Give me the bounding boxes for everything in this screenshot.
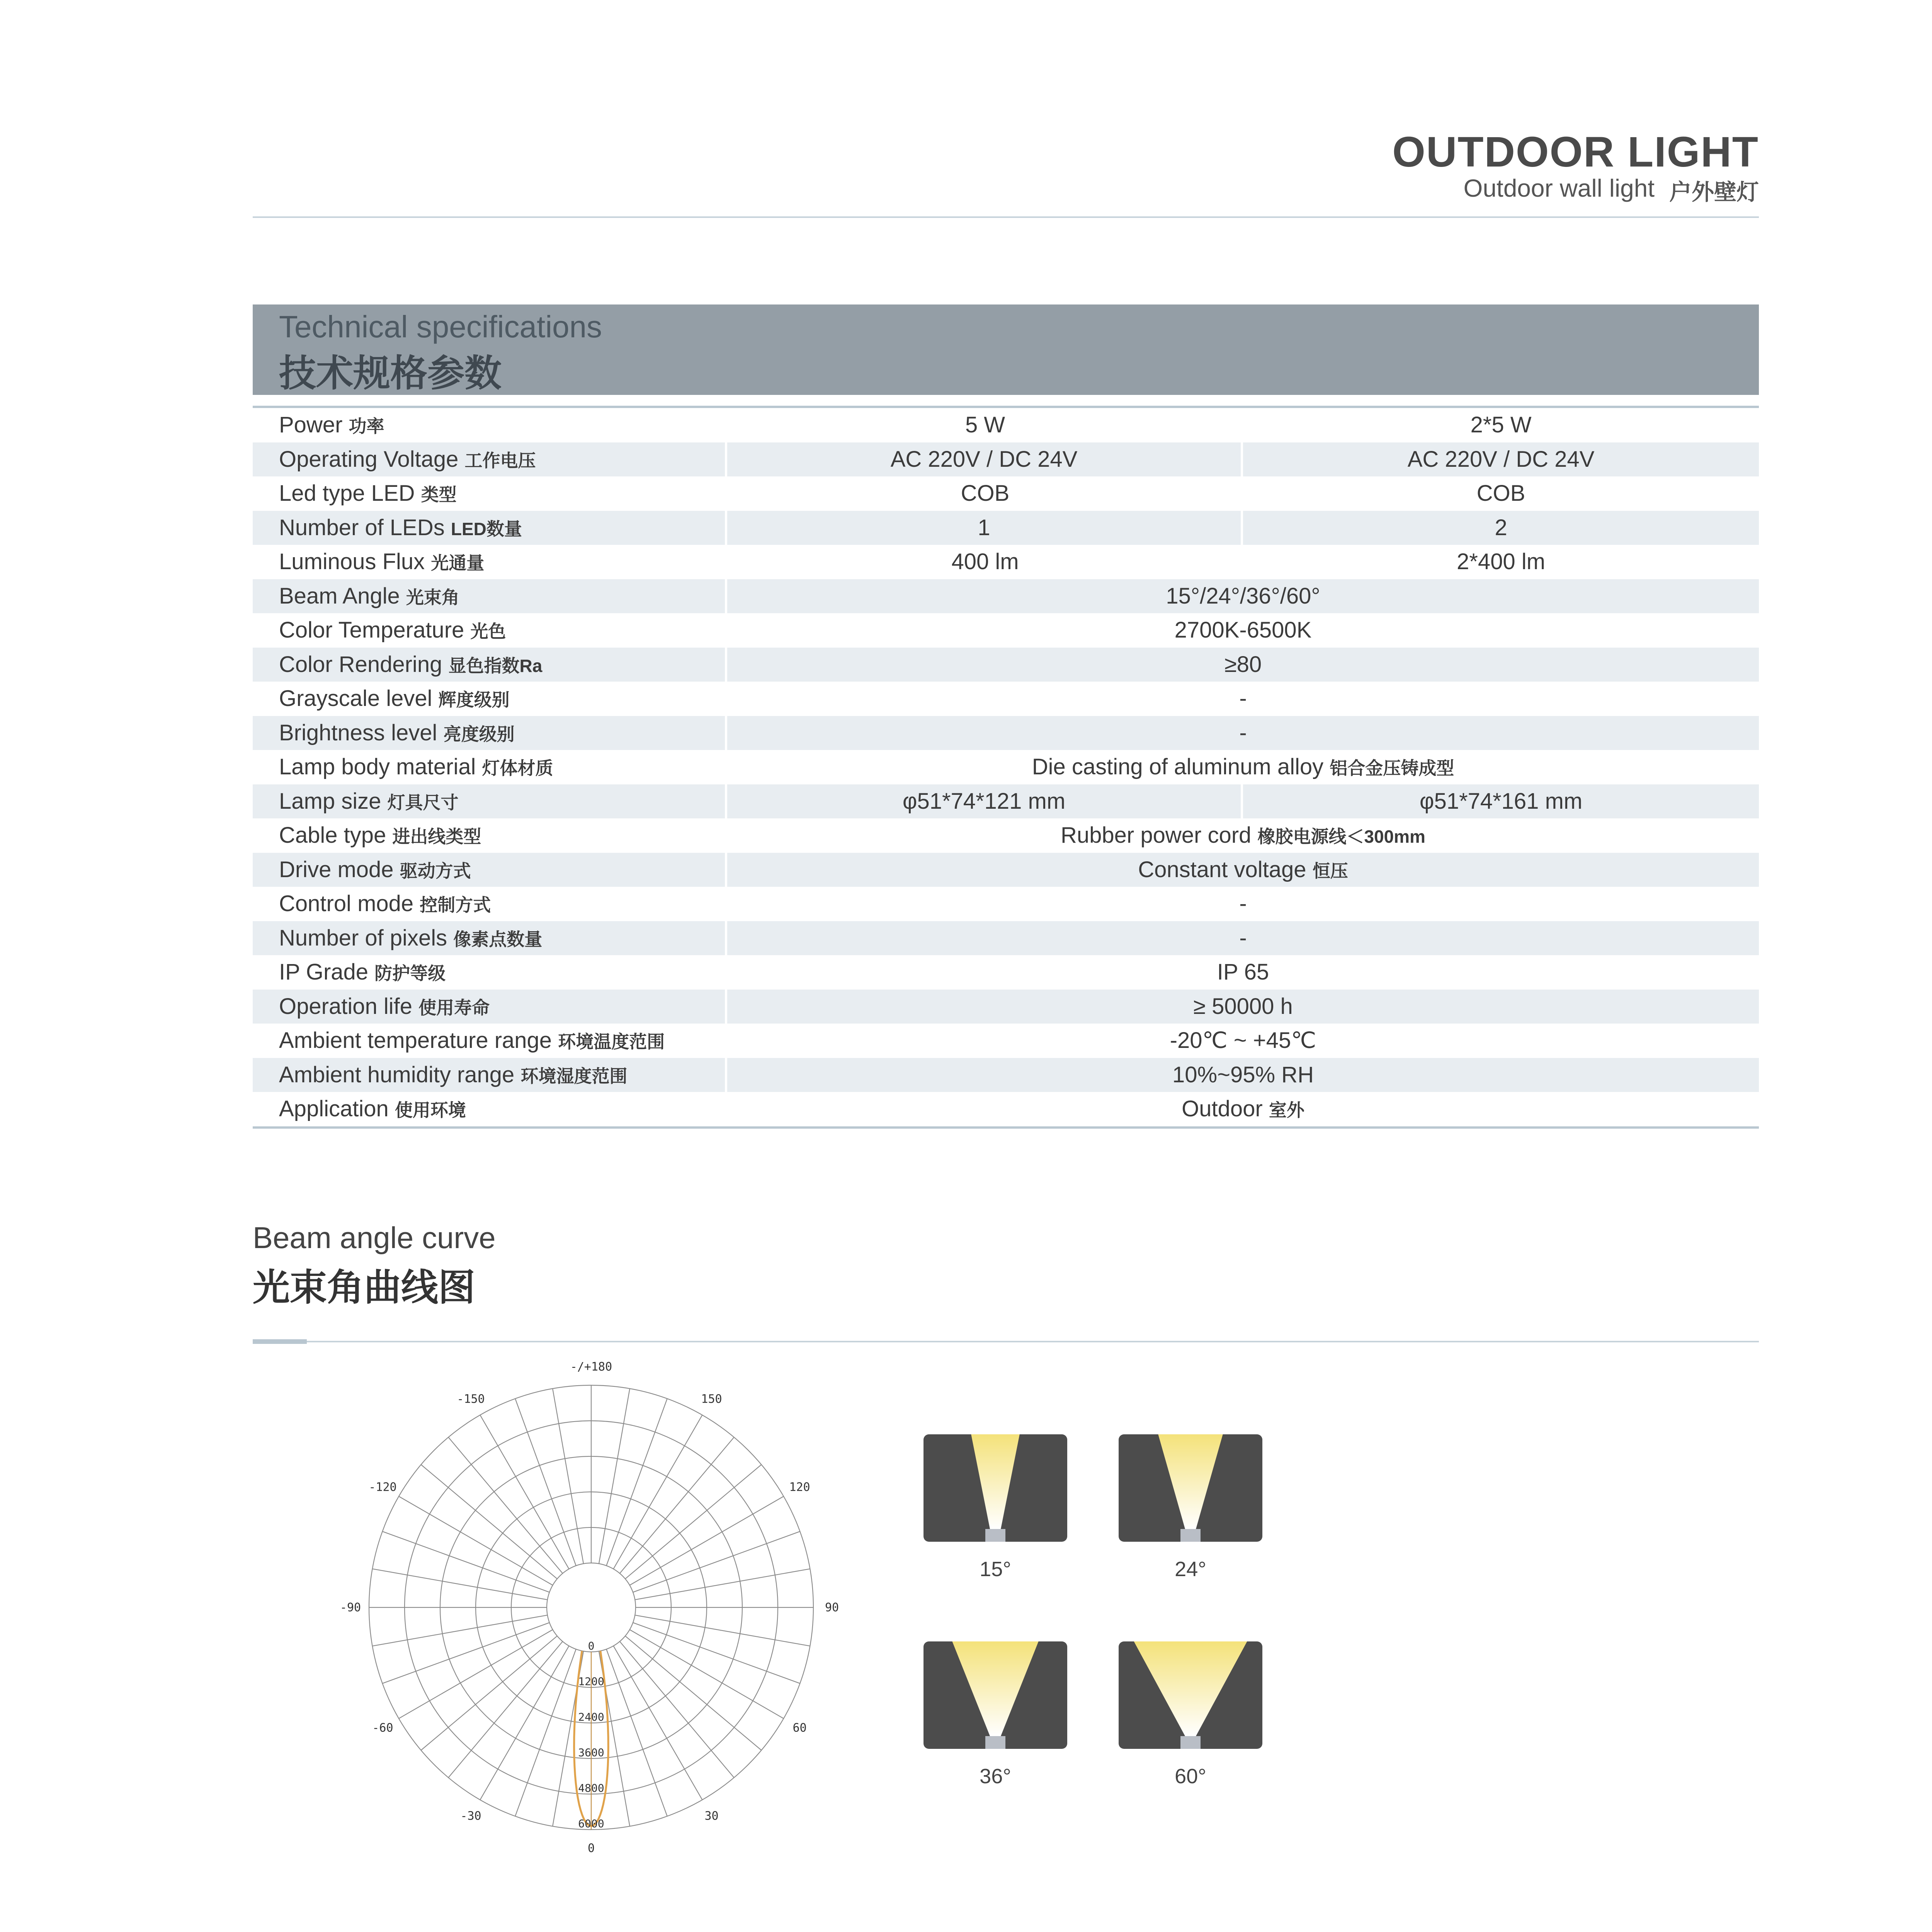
polar-spoke [515,1649,576,1816]
beam-section-divider [253,1341,1759,1342]
spec-label-zh: 亮度级别 [443,724,515,744]
spec-value-v2: AC 220V / DC 24V [1407,446,1595,472]
spec-value [727,716,1759,750]
polar-radial-label: 2400 [578,1711,604,1723]
spec-value-en: 15°/24°/36°/60° [1166,583,1320,609]
spec-label-en: Power [279,412,343,437]
polar-spoke [606,1399,667,1566]
polar-ring [547,1563,636,1652]
spec-label-en: Control mode [279,891,414,916]
spec-title-en: Technical specifications [279,310,602,344]
spec-value-en: Constant voltage [1138,857,1306,882]
spec-label-zh: 环境湿度范围 [520,1066,628,1086]
spec-value-en: ≥80 [1224,651,1262,677]
spec-label [253,990,727,1024]
spec-value [727,750,1759,784]
spec-value-en: Die casting of aluminum alloy [1032,754,1324,779]
spec-value-v2: 2*5 W [1470,412,1532,437]
spec-label-zh: 使用寿命 [418,997,490,1018]
polar-spoke [620,1437,734,1573]
spec-label-zh: 进出线类型 [392,827,481,847]
header-divider [253,216,1759,218]
spec-value [727,579,1759,614]
polar-angle-label: 60 [793,1721,807,1735]
spec-row [253,1058,1759,1092]
spec-label [253,511,727,545]
spec-label [253,648,727,682]
spec-value-en: Outdoor [1182,1096,1263,1121]
polar-spoke [633,1531,800,1592]
polar-spoke [625,1636,761,1750]
spec-row [253,442,1759,477]
polar-angle-label: -90 [340,1601,361,1614]
spec-row [253,716,1759,750]
polar-spoke [421,1464,557,1579]
spec-value-v1: COB [961,481,1010,506]
spec-value-zh: 恒压 [1312,861,1348,881]
polar-spoke [625,1464,761,1579]
spec-row [253,476,1759,511]
spec-label [253,682,727,716]
spec-label [253,921,727,956]
spec-label-en: Number of pixels [279,925,447,951]
spec-value-en: ≥ 50000 h [1193,993,1293,1019]
polar-spoke [553,1389,583,1564]
spec-label-zh: 环境温度范围 [558,1032,665,1052]
polar-radial-label: 0 [588,1639,595,1652]
spec-value [727,682,1759,716]
spec-value [727,613,1759,648]
spec-label-en: Led type LED [279,481,415,506]
spec-label-en: Ambient temperature range [279,1028,552,1053]
spec-value-v2: 2*400 lm [1457,549,1545,574]
beam-illustration [923,1641,1067,1749]
spec-value-en: Rubber power cord [1061,823,1252,848]
spec-label-en: Operating Voltage [279,446,459,472]
page-subtitle-en: Outdoor wall light [1463,174,1655,202]
spec-row [253,1024,1759,1058]
polar-angle-label: 120 [789,1480,810,1494]
polar-beam-chart [325,1360,858,1893]
beam-illustration [1119,1641,1262,1749]
beam-illustration [1119,1434,1262,1542]
spec-label [253,750,727,784]
polar-spoke [421,1636,557,1750]
spec-label [253,784,727,819]
spec-label [253,545,727,579]
spec-label-zh: 灯体材质 [482,758,553,778]
polar-spoke [372,1569,548,1600]
spec-row [253,613,1759,648]
polar-spoke [599,1389,630,1564]
polar-spoke [383,1531,549,1592]
polar-spoke [448,1437,563,1573]
polar-spoke [635,1569,810,1600]
spec-label-en: Grayscale level [279,686,432,711]
spec-label-en: Drive mode [279,857,394,882]
spec-row [253,750,1759,784]
beam-section-accent [253,1339,307,1344]
spec-row [253,955,1759,990]
spec-value [727,1058,1759,1092]
spec-value [727,853,1759,887]
spec-label [253,579,727,614]
spec-value-v1: 1 [727,511,1243,545]
spec-title-zh: 技术规格参数 [279,353,502,394]
spec-value-v1: φ51*74*121 mm [727,784,1243,819]
beam-title-en: Beam angle curve [253,1221,496,1255]
spec-label-en: Ambient humidity range [279,1062,515,1087]
spec-row [253,682,1759,716]
spec-label-en: Luminous Flux [279,549,425,574]
beam-illustration [923,1434,1067,1542]
spec-value-en: - [1239,720,1247,745]
spec-label-zh: 像素点数量 [453,929,543,949]
spec-value-zh: 铝合金压铸成型 [1330,758,1454,778]
spec-value-v1: 5 W [965,412,1005,437]
spec-label-zh: 工作电压 [464,450,536,471]
spec-label-zh: 控制方式 [420,895,491,915]
spec-value-v2: COB [1476,481,1526,506]
page-subtitle-zh: 户外壁灯 [1669,180,1759,205]
spec-value-en: - [1239,891,1247,916]
spec-value-zh: 橡胶电源线＜300mm [1257,827,1425,847]
polar-spoke [606,1649,667,1816]
polar-spoke [620,1641,734,1777]
spec-label [253,613,727,648]
spec-label-zh: 防护等级 [374,963,446,983]
spec-value [727,1024,1759,1058]
spec-label [253,476,727,511]
spec-row [253,887,1759,921]
page-title: OUTDOOR LIGHT [1392,128,1759,176]
spec-value-en: - [1239,686,1247,711]
spec-row [253,1092,1759,1126]
spec-value-v2: φ51*74*161 mm [1419,788,1583,814]
spec-row [253,784,1759,819]
spec-row [253,921,1759,956]
polar-spoke [515,1399,576,1566]
spec-row [253,408,1759,442]
spec-value-en: - [1239,925,1247,951]
polar-angle-label: 150 [701,1392,722,1406]
polar-angle-label: -60 [372,1721,393,1735]
spec-value [727,990,1759,1024]
spec-label-en: Color Temperature [279,617,464,643]
spec-label-zh: LED数量 [451,519,522,539]
spec-value-en: IP 65 [1217,959,1269,985]
spec-value-v1: 400 lm [951,549,1019,574]
spec-label-zh: 显色指数Ra [448,655,543,676]
spec-label-zh: 使用环境 [395,1100,466,1120]
spec-label-en: Beam Angle [279,583,400,609]
spec-label-en: IP Grade [279,959,369,985]
spec-label-en: Lamp body material [279,754,476,779]
polar-radial-label: 4800 [578,1782,604,1794]
polar-radial-label: 1200 [578,1675,604,1688]
spec-label-zh: 类型 [421,485,457,505]
spec-label-en: Cable type [279,823,386,848]
spec-label [253,955,727,990]
beam-option-4 [1119,1641,1262,1749]
spec-label [253,818,727,853]
spec-label-en: Operation life [279,993,412,1019]
spec-label-zh: 灯具尺寸 [387,792,459,813]
spec-label [253,887,727,921]
polar-radial-label: 6000 [578,1817,604,1830]
spec-row [253,818,1759,853]
spec-label-zh: 光色 [470,621,506,641]
spec-value [727,921,1759,956]
beam-option-3 [923,1641,1067,1749]
spec-label [253,442,727,477]
polar-spoke [448,1641,563,1777]
polar-angle-label: 0 [587,1842,595,1855]
spec-label-zh: 光束角 [406,587,459,607]
spec-label-en: Application [279,1096,389,1121]
beam-option-1 [923,1434,1067,1542]
polar-angle-label: 90 [825,1601,839,1614]
spec-row [253,511,1759,545]
beam-title-zh: 光束角曲线图 [253,1267,475,1308]
polar-angle-label: 30 [704,1809,719,1823]
spec-value-zh: 室外 [1269,1100,1304,1120]
spec-value-en: -20℃ ~ +45℃ [1170,1028,1316,1053]
polar-spoke [635,1615,810,1646]
spec-value-en: 10%~95% RH [1172,1062,1314,1087]
spec-value-v2: 2 [1495,515,1507,540]
spec-label [253,1058,727,1092]
polar-radial-label: 3600 [578,1746,604,1759]
polar-spoke [372,1615,548,1646]
spec-label-en: Lamp size [279,788,381,814]
spec-label-zh: 功率 [349,416,384,436]
polar-spoke [633,1622,800,1683]
spec-value [727,955,1759,990]
polar-angle-label: -30 [460,1809,481,1823]
polar-angle-label: -150 [457,1392,485,1406]
spec-value-en: 2700K-6500K [1174,617,1312,643]
spec-row [253,648,1759,682]
spec-row [253,853,1759,887]
spec-label-zh: 光通量 [431,553,485,573]
spec-label-en: Number of LEDs [279,515,445,540]
spec-row [253,990,1759,1024]
spec-row [253,545,1759,579]
spec-row [253,579,1759,614]
spec-label [253,1024,727,1058]
spec-value [727,887,1759,921]
polar-angle-label: -120 [369,1480,397,1494]
spec-label [253,408,727,442]
spec-value [727,1092,1759,1126]
polar-angle-label: -/+180 [570,1360,612,1374]
spec-label [253,716,727,750]
spec-value [727,648,1759,682]
spec-label [253,853,727,887]
spec-label-zh: 辉度级别 [438,690,510,710]
spec-label-zh: 驱动方式 [400,861,471,881]
spec-value-v1: AC 220V / DC 24V [727,442,1243,477]
spec-value [727,818,1759,853]
spec-label-en: Color Rendering [279,651,442,677]
beam-option-label: 15° [980,1558,1011,1581]
beam-option-label: 24° [1175,1558,1206,1581]
spec-label [253,1092,727,1126]
spec-label-en: Brightness level [279,720,437,745]
spec-table [253,406,1759,1129]
beam-option-2 [1119,1434,1262,1542]
beam-option-label: 60° [1175,1765,1206,1788]
polar-spoke [383,1622,549,1683]
beam-option-label: 36° [980,1765,1011,1788]
